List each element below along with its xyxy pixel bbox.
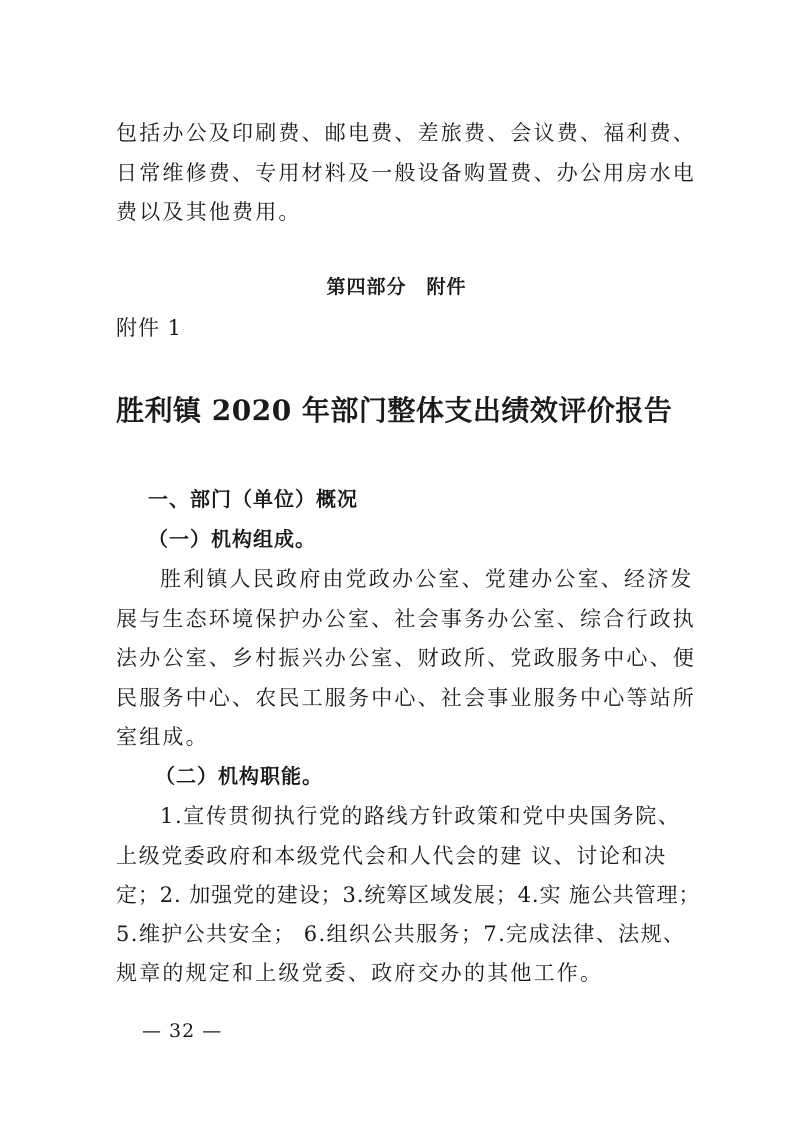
functions-line: 定；2. 加强党的建设；3.统筹区域发展；4.实 施公共管理； xyxy=(116,883,701,907)
continuation-line-3: 费以及其他费用。 xyxy=(116,200,302,224)
composition-line: 民服务中心、农民工服务中心、社会事业服务中心等站所 xyxy=(116,686,696,710)
functions-line: 规章的规定和上级党委、政府交办的其他工作。 xyxy=(116,961,604,985)
composition-line: 室组成。 xyxy=(116,725,209,749)
composition-line: 法办公室、乡村振兴办公室、财政所、党政服务中心、便 xyxy=(116,646,696,670)
continuation-line-2: 日常维修费、专用材料及一般设备购置费、办公用房水电 xyxy=(116,161,696,185)
functions-line: 5.维护公共安全； 6.组织公共服务；7.完成法律、法规、 xyxy=(116,922,686,946)
composition-line: 展与生态环境保护办公室、社会事务办公室、综合行政执 xyxy=(116,607,696,631)
report-title: 胜利镇 2020 年部门整体支出绩效评价报告 xyxy=(116,394,673,427)
page-number: — 32 — xyxy=(142,1020,223,1042)
section-title: 第四部分 附件 xyxy=(326,276,467,298)
section-heading-overview: 一、部门（单位）概况 xyxy=(148,487,358,511)
functions-line: 上级党委政府和本级党代会和人代会的建 议、讨论和决 xyxy=(116,844,667,868)
subheading-composition: （一）机构组成。 xyxy=(148,527,316,551)
continuation-line-1: 包括办公及印刷费、邮电费、差旅费、会议费、福利费、 xyxy=(116,121,696,145)
attachment-label: 附件 1 xyxy=(116,316,183,340)
subheading-functions: （二）机构职能。 xyxy=(155,764,323,788)
functions-line: 1.宣传贯彻执行党的路线方针政策和党中央国务院、 xyxy=(160,804,681,828)
composition-line: 胜利镇人民政府由党政办公室、党建办公室、经济发 xyxy=(160,567,694,591)
